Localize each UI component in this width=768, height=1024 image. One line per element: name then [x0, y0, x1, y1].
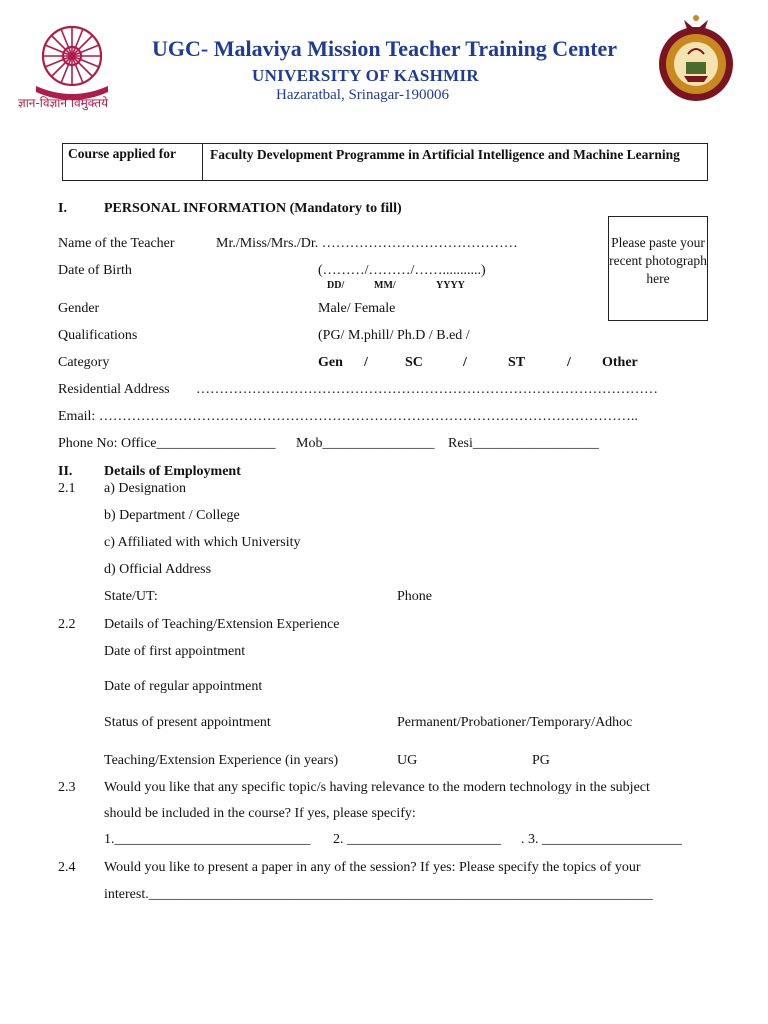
question-2-3-line1: Would you like that any specific topic/s having relevance to the modern technology in the subject — [104, 780, 650, 795]
category-option-gen[interactable]: Gen — [318, 355, 343, 370]
phone-residence-field[interactable]: Resi__________________ — [448, 436, 599, 451]
photo-box-text: Please paste your recent photograph here — [609, 235, 707, 286]
phone-label: Phone — [397, 589, 432, 604]
experience-title: Details of Teaching/Extension Experience — [104, 617, 340, 632]
dob-field[interactable]: (………/………/……...........) — [318, 263, 486, 278]
course-label: Course applied for — [68, 146, 176, 161]
category-separator: / — [463, 355, 467, 370]
official-address-label: d) Official Address — [104, 562, 212, 577]
section-1-title: PERSONAL INFORMATION (Mandatory to fill) — [104, 201, 402, 216]
category-separator: / — [567, 355, 571, 370]
department-label: b) Department / College — [104, 508, 240, 523]
question-2-4-line1: Would you like to present a paper in any of the session? If yes: Please specify the topics of your — [104, 860, 641, 875]
name-field[interactable]: Mr./Miss/Mrs./Dr. …………………………………… — [216, 236, 518, 251]
email-field[interactable]: Email: …………………………………………………………………………………………………….. — [58, 409, 638, 424]
category-label: Category — [58, 355, 110, 370]
dob-yyyy-hint: YYYY — [436, 280, 465, 291]
item-2-3-number: 2.3 — [58, 780, 76, 795]
status-options[interactable]: Permanent/Probationer/Temporary/Adhoc — [397, 715, 633, 730]
course-value: Faculty Development Programme in Artificial Intelligence and Machine Learning — [210, 147, 680, 162]
section-2-number: II. — [58, 464, 73, 479]
university-address: Hazaratbal, Srinagar-190006 — [276, 87, 449, 103]
item-2-4-number: 2.4 — [58, 860, 76, 875]
name-label: Name of the Teacher — [58, 236, 175, 251]
phone-office-field[interactable]: Phone No: Office_________________ — [58, 436, 276, 451]
dob-label: Date of Birth — [58, 263, 132, 278]
category-separator: / — [364, 355, 368, 370]
topic-3-field[interactable]: . 3. ____________________ — [521, 832, 682, 847]
dob-mm-hint: MM/ — [374, 280, 396, 291]
experience-years-label: Teaching/Extension Experience (in years) — [104, 753, 339, 768]
section-1-number: I. — [58, 201, 67, 216]
question-2-3-line2: should be included in the course? If yes, please specify: — [104, 806, 416, 821]
item-2-1-number: 2.1 — [58, 481, 76, 496]
category-option-sc[interactable]: SC — [405, 355, 423, 370]
ugc-motto: ज्ञान-विज्ञानं विमुक्तये — [18, 96, 109, 110]
ug-label: UG — [397, 753, 418, 768]
pg-label: PG — [532, 753, 550, 768]
university-name: UNIVERSITY OF KASHMIR — [252, 66, 480, 85]
first-appointment-label: Date of first appointment — [104, 644, 246, 659]
address-label: Residential Address — [58, 382, 170, 397]
gender-field[interactable]: Male/ Female — [318, 301, 396, 316]
ugc-logo — [18, 20, 136, 112]
category-option-st[interactable]: ST — [508, 355, 526, 370]
kashmir-university-seal — [654, 14, 738, 106]
interest-field[interactable]: interest.________________________________________________________________________ — [104, 887, 653, 902]
phone-mobile-field[interactable]: Mob________________ — [296, 436, 435, 451]
address-field[interactable]: ……………………………………………………………………………………… — [196, 382, 658, 397]
affiliated-university-label: c) Affiliated with which University — [104, 535, 301, 550]
regular-appointment-label: Date of regular appointment — [104, 679, 263, 694]
page-title: UGC- Malaviya Mission Teacher Training Center — [152, 36, 618, 61]
topic-1-field[interactable]: 1.____________________________ — [104, 832, 311, 847]
status-label: Status of present appointment — [104, 715, 271, 730]
gender-label: Gender — [58, 301, 100, 316]
category-option-other[interactable]: Other — [602, 355, 638, 370]
section-2-title: Details of Employment — [104, 464, 241, 479]
qualifications-field[interactable]: (PG/ M.phill/ Ph.D / B.ed / — [318, 328, 470, 343]
qualifications-label: Qualifications — [58, 328, 138, 343]
state-label: State/UT: — [104, 589, 158, 604]
item-2-2-number: 2.2 — [58, 617, 76, 632]
designation-label: a) Designation — [104, 481, 187, 496]
dob-dd-hint: DD/ — [327, 280, 345, 291]
topic-2-field[interactable]: 2. ______________________ — [333, 832, 501, 847]
